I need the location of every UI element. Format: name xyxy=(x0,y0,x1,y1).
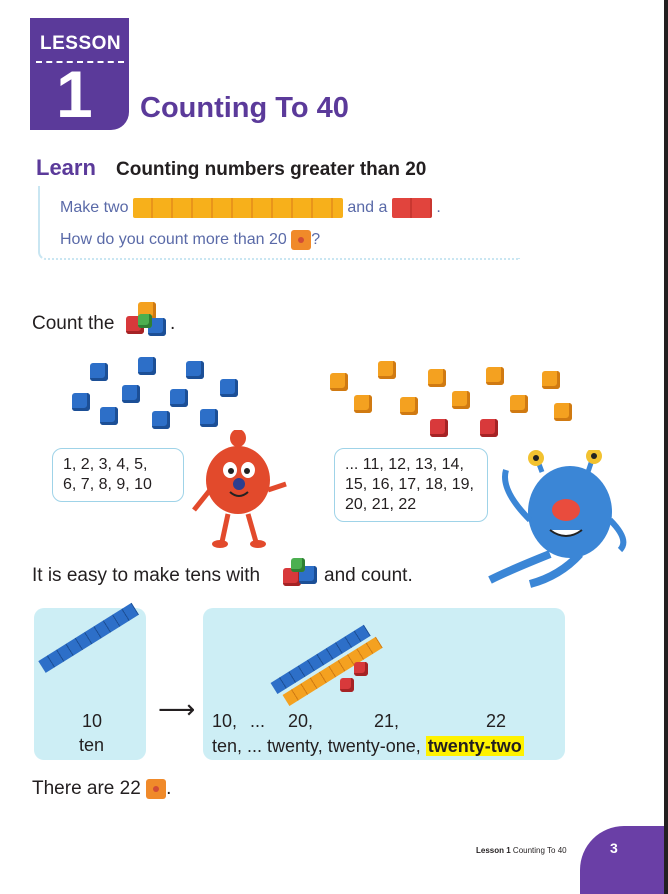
page-number: 3 xyxy=(610,840,618,856)
learn-text-how: How do you count more than 20 xyxy=(60,231,287,249)
count-text xyxy=(32,313,114,335)
footer-lesson xyxy=(476,846,567,855)
speech-bubble-right xyxy=(334,448,488,522)
number-22: 22 xyxy=(486,711,507,731)
ten-number: 10 xyxy=(82,711,103,731)
number-words xyxy=(212,736,524,757)
two-red-cubes-icon xyxy=(338,662,378,696)
learn-text-question: ? xyxy=(311,231,321,249)
bubble-right-line-3: 20, 21, 22 xyxy=(345,496,417,513)
blue-ten-stick-icon xyxy=(42,640,142,690)
there-label: There are 22 xyxy=(32,778,141,799)
number-ellipsis: ... xyxy=(250,711,266,731)
cube-pile-icon xyxy=(126,302,168,342)
highlight-twenty-two: twenty-two xyxy=(427,736,522,756)
number-21: 21, xyxy=(374,711,400,731)
page-edge xyxy=(664,0,668,894)
lesson-number: 1 xyxy=(56,57,93,131)
cube-icon xyxy=(146,779,166,799)
bubble-right-line-1: ... 11, 12, 13, 14, xyxy=(345,456,464,473)
orange-cube-pile xyxy=(320,355,580,445)
learn-text-period: . xyxy=(436,199,441,217)
learn-heading: Counting numbers greater than 20 xyxy=(116,159,427,180)
bubble-left-line-1: 1, 2, 3, 4, 5, xyxy=(63,456,148,473)
easy-text-a: It is easy to make tens with xyxy=(32,565,261,586)
count-end: . xyxy=(170,313,176,334)
there-text xyxy=(32,778,171,800)
number-20: 20, xyxy=(288,711,314,731)
page-tab xyxy=(580,826,668,894)
cube-icon xyxy=(291,230,311,250)
number-10: 10, xyxy=(212,711,238,731)
cube-pile-small-icon xyxy=(283,558,319,590)
learn-line-1 xyxy=(60,198,441,218)
blue-monster-icon xyxy=(470,450,630,590)
blue-cube-pile xyxy=(60,355,260,435)
learn-tag: Learn xyxy=(36,155,96,180)
learn-text-make-two: Make two xyxy=(60,199,129,217)
lesson-label: LESSON xyxy=(40,33,122,54)
there-end: . xyxy=(166,778,172,799)
speech-bubble-left xyxy=(52,448,184,502)
count-label: Count the xyxy=(32,313,115,334)
footer-title: Counting To 40 xyxy=(512,846,567,855)
easy-text-b: and count. xyxy=(324,565,413,586)
learn-text-and-a: and a xyxy=(347,199,388,217)
footer-lesson-ref: Lesson 1 xyxy=(476,846,511,855)
ten-word: ten xyxy=(79,735,105,755)
right-arrow-icon: ⟶ xyxy=(158,694,196,724)
lesson-title: Counting To 40 xyxy=(140,92,349,124)
two-cube-red-icon xyxy=(392,198,432,218)
ten-stick-orange-icon xyxy=(133,198,343,218)
learn-line-2 xyxy=(60,230,320,250)
bubble-right-line-2: 15, 16, 17, 18, 19, xyxy=(345,476,474,493)
orange-monster-icon xyxy=(190,430,290,550)
bubble-left-line-2: 6, 7, 8, 9, 10 xyxy=(63,476,152,493)
number-words-text: ten, ... twenty, twenty-one, xyxy=(212,736,421,756)
